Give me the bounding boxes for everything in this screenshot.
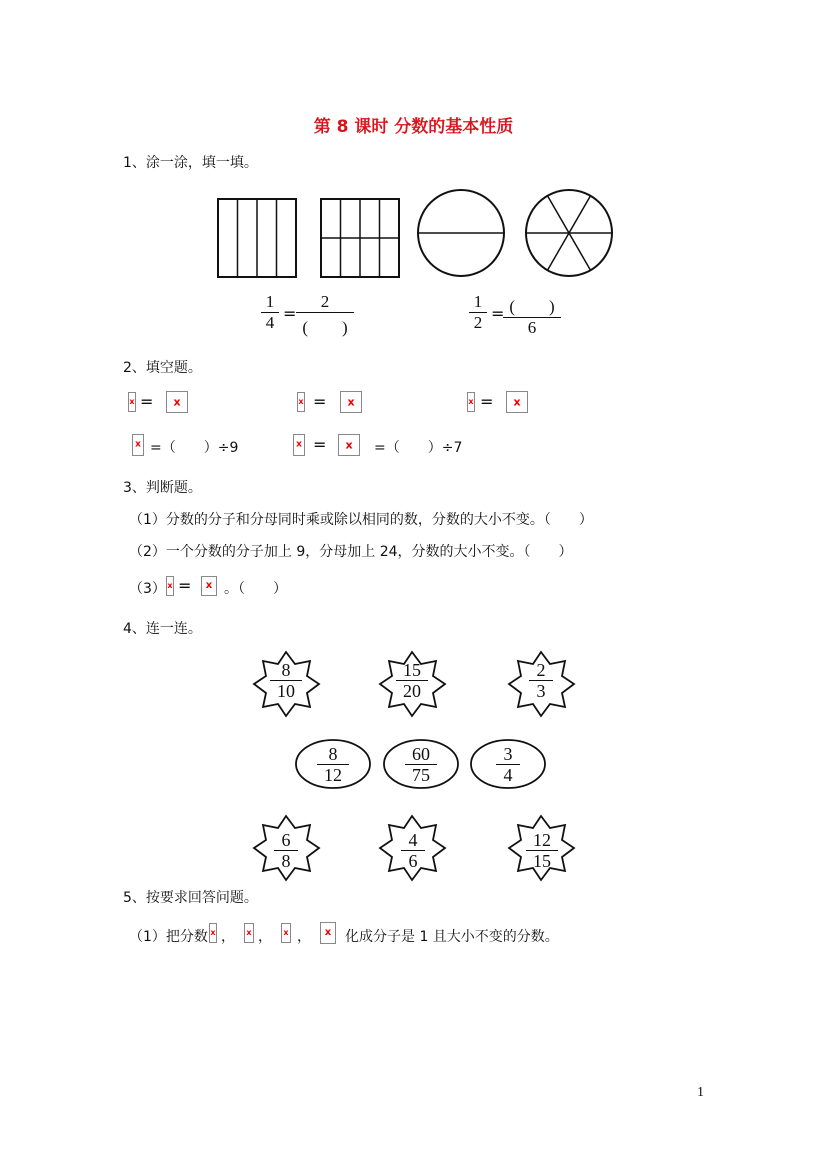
equals-sign: = — [140, 392, 154, 411]
circle-sixths — [526, 190, 612, 276]
question-3-label: 3、判断题。 — [123, 480, 202, 496]
broken-image-icon: x — [166, 576, 174, 596]
q3-item-2: （2）一个分数的分子加上 9，分母加上 24，分数的大小不变。（ ） — [129, 544, 573, 560]
rect-four-columns — [218, 199, 296, 277]
broken-image-icon: x — [128, 392, 136, 412]
circle-halves — [418, 190, 504, 276]
broken-image-icon: x — [297, 392, 305, 412]
fraction-2-3[interactable]: 2 3 — [529, 661, 553, 700]
equals-sign: = — [313, 435, 327, 454]
page-title: 第 8 课时 分数的基本性质 — [313, 117, 514, 137]
equals-sign: = — [480, 392, 494, 411]
broken-image-icon: x — [201, 576, 217, 596]
broken-image-icon: x — [293, 434, 305, 456]
rect-eight-cells — [321, 199, 399, 277]
q2-row2-text-b: =（ ）÷7 — [374, 440, 463, 456]
broken-image-icon: x — [281, 923, 291, 943]
broken-image-icon: x — [340, 391, 362, 413]
fraction-3-4[interactable]: 3 4 — [496, 745, 520, 784]
comma: ， — [221, 929, 235, 945]
answer-blank[interactable]: ( ) — [302, 318, 348, 337]
q1-fraction-left-2: 1 2 — [469, 292, 487, 333]
q2-row2-text-a: =（ ）÷9 — [150, 440, 239, 456]
q1-shapes — [210, 188, 620, 283]
fraction-6-8[interactable]: 6 8 — [274, 831, 298, 870]
equals-sign: = — [178, 576, 192, 595]
broken-image-icon: x — [506, 391, 528, 413]
question-1-label: 1、涂一涂，填一填。 — [123, 155, 258, 171]
q3-item-3-prefix: （3） — [129, 581, 166, 597]
broken-image-icon: x — [209, 923, 217, 943]
q1-fraction-left-1: 1 4 — [261, 292, 279, 333]
comma: ， — [297, 929, 311, 945]
fraction-8-12[interactable]: 8 12 — [317, 745, 349, 784]
broken-image-icon: x — [320, 922, 336, 944]
question-2-label: 2、填空题。 — [123, 360, 202, 376]
fraction-4-6[interactable]: 4 6 — [401, 831, 425, 870]
q3-item-3-suffix: 。（ ） — [224, 581, 287, 597]
equals-sign: = — [283, 304, 297, 323]
equals-sign: = — [313, 392, 327, 411]
question-5-label: 5、按要求回答问题。 — [123, 890, 258, 906]
q5-item-1-prefix: （1）把分数 — [129, 929, 208, 945]
fraction-12-15[interactable]: 12 15 — [526, 831, 558, 870]
broken-image-icon: x — [338, 434, 360, 456]
question-4-label: 4、连一连。 — [123, 621, 202, 637]
broken-image-icon: x — [244, 923, 254, 943]
page-number: 1 — [697, 1085, 704, 1100]
q1-fraction-right-2: ( ) 6 — [503, 292, 561, 338]
q3-item-1: （1）分数的分子和分母同时乘或除以相同的数，分数的大小不变。（ ） — [129, 512, 593, 528]
broken-image-icon: x — [166, 391, 188, 413]
comma: ， — [258, 929, 272, 945]
q5-item-1-suffix: 化成分子是 1 且大小不变的分数。 — [345, 929, 559, 945]
q1-fraction-right-1: 2 ( ) — [296, 292, 354, 338]
broken-image-icon: x — [132, 434, 144, 456]
fraction-15-20[interactable]: 15 20 — [396, 661, 428, 700]
broken-image-icon: x — [467, 392, 475, 412]
fraction-60-75[interactable]: 60 75 — [405, 745, 437, 784]
answer-blank[interactable]: ( ) — [509, 297, 555, 316]
equals-sign: = — [491, 304, 505, 323]
fraction-8-10[interactable]: 8 10 — [270, 661, 302, 700]
